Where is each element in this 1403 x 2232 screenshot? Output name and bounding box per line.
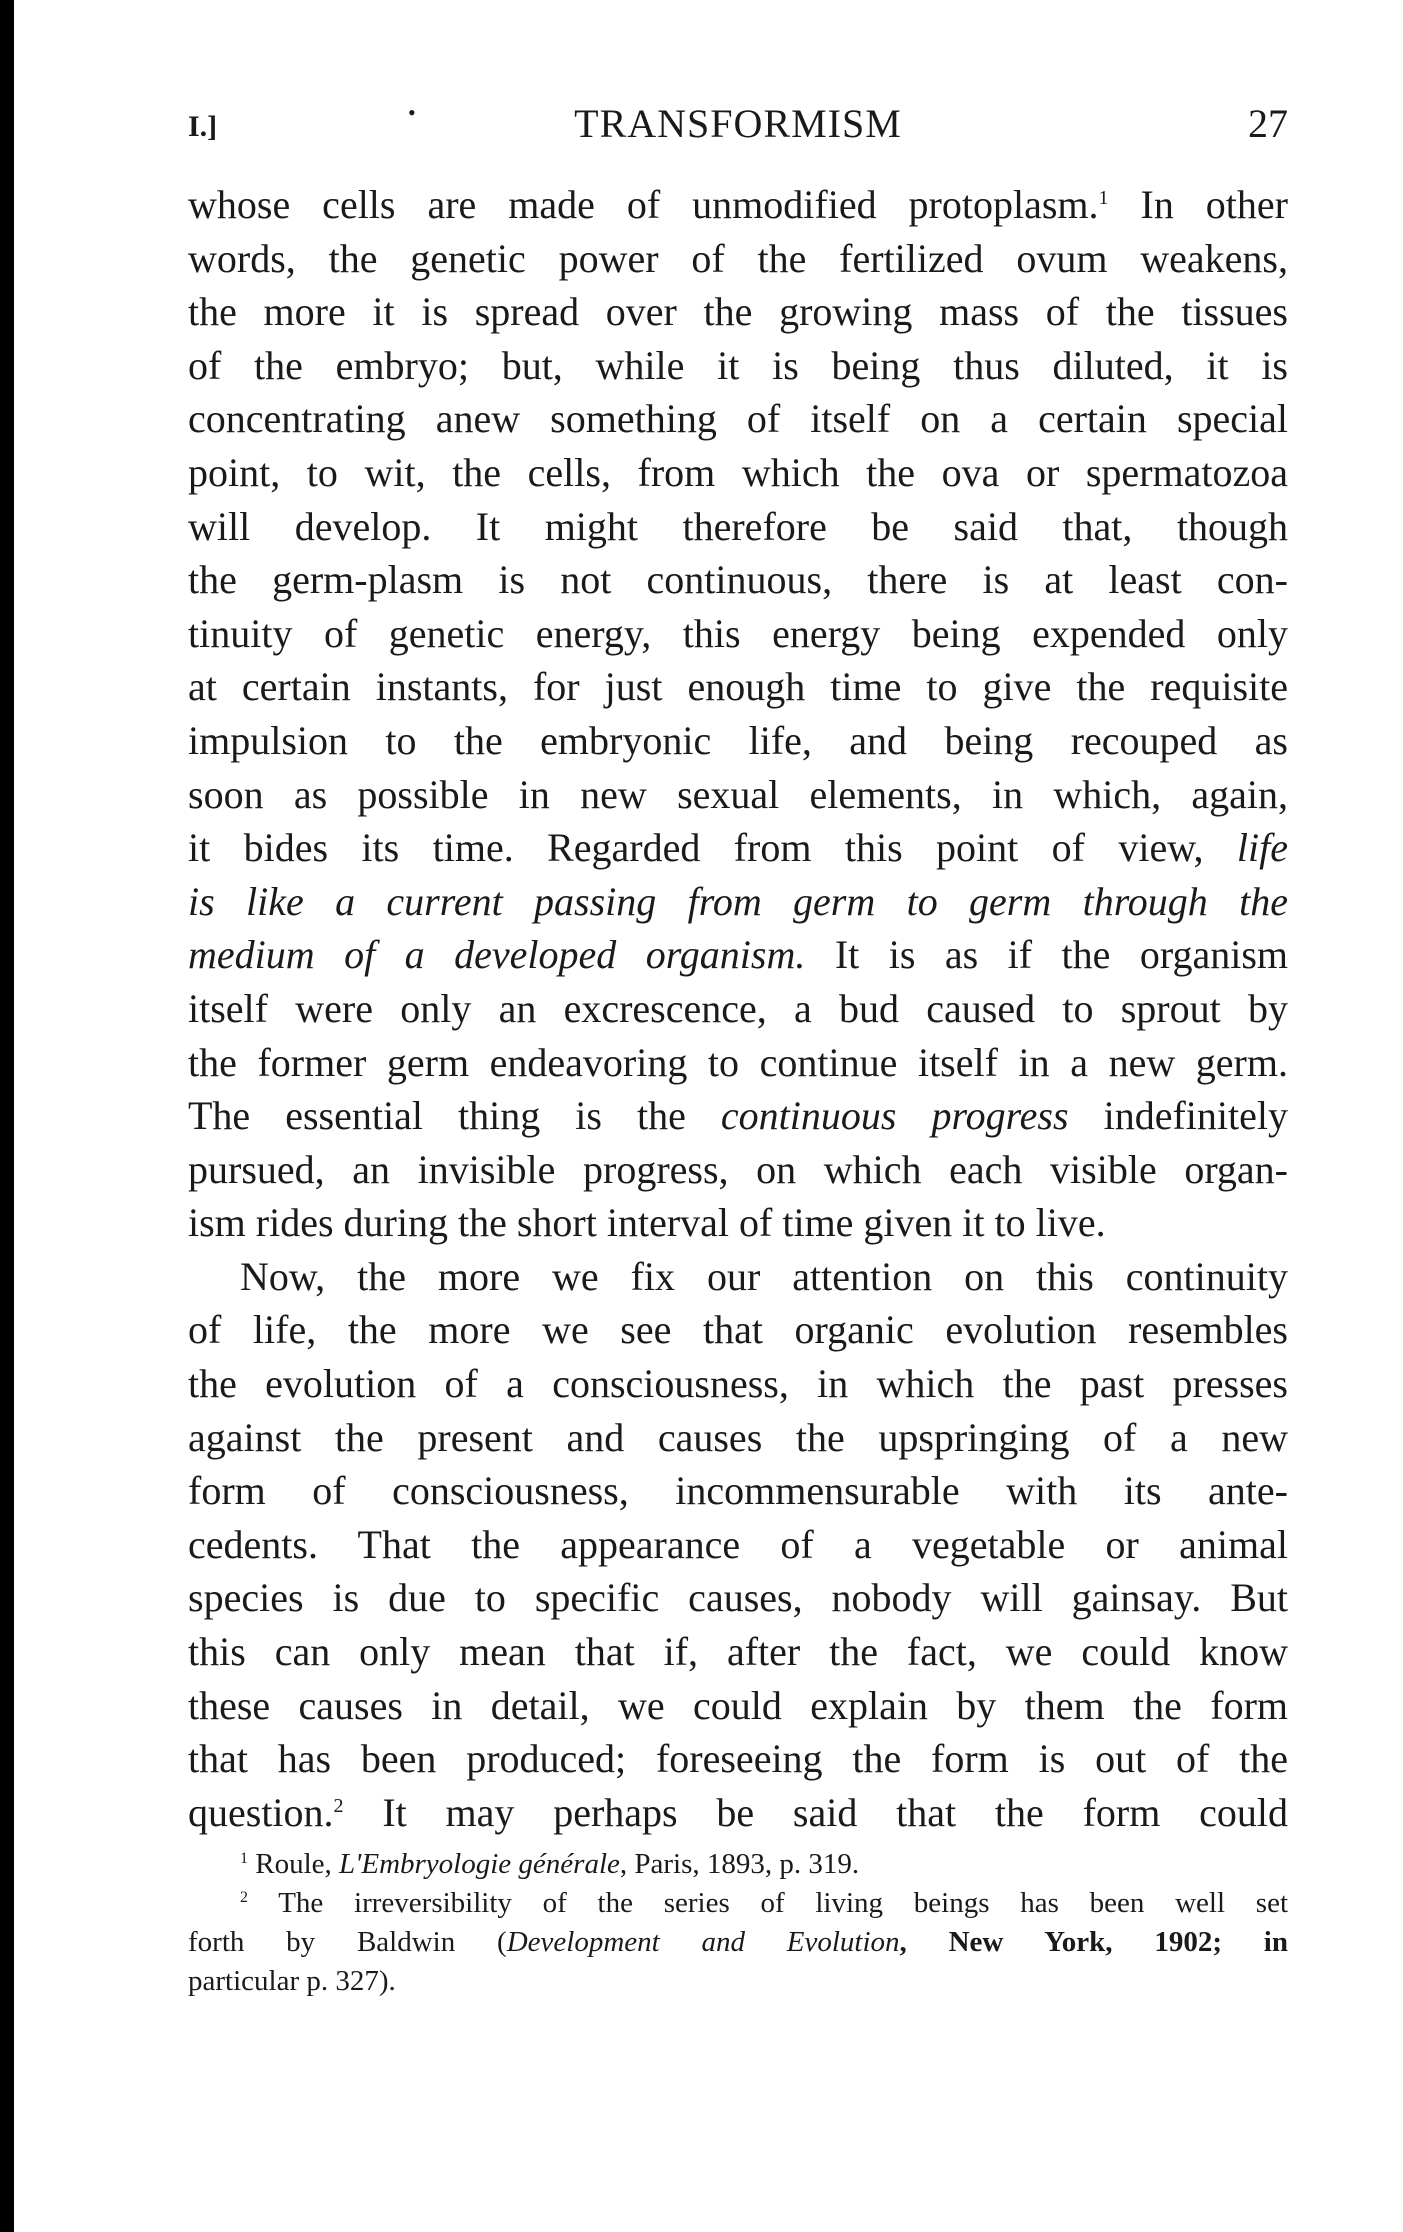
text-span: The essential thing is the xyxy=(188,1093,721,1139)
text-line xyxy=(188,1089,1288,1143)
text-line: Now, the more we fix our attention on this continuity xyxy=(240,1253,1288,1299)
text-line: of the embryo; but, while it is being thus diluted, it is xyxy=(188,342,1288,388)
text-span: it bides its time. Regarded from this point of view, xyxy=(188,825,1237,871)
italic-span: medium of a developed organism. xyxy=(188,932,806,978)
text-line: this can only mean that if, after the fact, we could know xyxy=(188,1629,1288,1675)
text-line xyxy=(188,1786,1288,1840)
text-line: itself were only an excrescence, a bud caused to sprout by xyxy=(188,985,1288,1031)
text-line: pursued, an invisible progress, on which each visible organ- xyxy=(188,1146,1288,1192)
italic-span: continuous progress xyxy=(720,1093,1069,1139)
body-text xyxy=(188,178,1288,1839)
text-line: form of consciousness, incommensurable with its ante- xyxy=(188,1468,1288,1514)
running-header xyxy=(188,100,1288,160)
italic-span: L'Embryologie générale xyxy=(339,1848,620,1881)
paragraph-1 xyxy=(188,178,1288,1250)
text-line: that has been produced; foreseeing the form is out of the xyxy=(188,1736,1288,1782)
text-line xyxy=(188,821,1288,875)
text-line: cedents. That the appearance of a vegetable or animal xyxy=(188,1521,1288,1567)
text-span: , Paris, 1893, p. 319. xyxy=(619,1848,860,1881)
text-line: of life, the more we see that organic evolution resembles xyxy=(188,1307,1288,1353)
text-line: the germ-plasm is not continuous, there is at least con- xyxy=(188,557,1288,603)
text-line: soon as possible in new sexual elements, in which, again, xyxy=(188,771,1288,817)
text-line: concentrating anew something of itself on a certain special xyxy=(188,396,1288,442)
scan-edge xyxy=(0,0,14,2232)
text-line xyxy=(188,928,1288,982)
italic-span: Development and Evolution xyxy=(506,1926,900,1959)
text-line: against the present and causes the upspringing of a new xyxy=(188,1414,1288,1460)
text-line xyxy=(188,875,1288,929)
text-line: tinuity of genetic energy, this energy being expended only xyxy=(188,610,1288,656)
text-span: indefinitely xyxy=(1068,1093,1288,1139)
text-line xyxy=(188,178,1288,232)
section-marker: I.] xyxy=(188,110,218,143)
text-line: point, to wit, the cells, from which the ova or spermatozoa xyxy=(188,449,1288,495)
text-span: In other xyxy=(1108,182,1288,227)
text-span: It is as if the organism xyxy=(805,932,1289,978)
footnote-mark: 1 xyxy=(240,1850,248,1868)
text-line: the more it is spread over the growing mass of the tissues xyxy=(188,289,1288,335)
italic-span: is like a current passing from germ to germ through the xyxy=(188,878,1288,924)
footnotes xyxy=(188,1845,1288,2001)
text-span: forth by Baldwin ( xyxy=(188,1926,507,1959)
text-line: particular p. 327). xyxy=(188,1965,396,1998)
text-line: at certain instants, for just enough time to give the requisite xyxy=(188,664,1288,710)
footnote-ref-1: 1 xyxy=(1098,187,1109,209)
text-line xyxy=(188,1923,1288,1962)
running-title: TRANSFORMISM xyxy=(574,101,902,146)
text-line: impulsion to the embryonic life, and being recouped as xyxy=(188,717,1288,763)
text-line: will develop. It might therefore be said that, though xyxy=(188,503,1288,549)
text-line: the former germ endeavoring to continue itself in a new germ. xyxy=(188,1039,1288,1085)
text-line: species is due to specific causes, nobody will gainsay. But xyxy=(188,1575,1288,1621)
text-span: whose cells are made of unmodified protoplasm. xyxy=(188,182,1099,227)
footnote-mark: 2 xyxy=(240,1889,248,1907)
text-line: the evolution of a consciousness, in which the past presses xyxy=(188,1361,1288,1407)
page-number: 27 xyxy=(1248,101,1288,146)
text-span: question. xyxy=(188,1789,334,1835)
text-line: ism rides during the short interval of time given it to live. xyxy=(188,1200,1106,1246)
text-span: , New York, 1902; in xyxy=(899,1926,1288,1959)
italic-span: life xyxy=(1236,825,1288,871)
text-span: It may perhaps be said that the form could xyxy=(343,1789,1288,1835)
header-dot-mark: • xyxy=(408,100,416,125)
text-span: The irreversibility of the series of living beings has been well set xyxy=(248,1887,1288,1920)
footnote-ref-2: 2 xyxy=(333,1794,344,1817)
footnote-2 xyxy=(188,1884,1288,2001)
book-page xyxy=(188,100,1288,2001)
text-line: these causes in detail, we could explain by them the form xyxy=(188,1682,1288,1728)
footnote-1 xyxy=(188,1845,1288,1884)
text-line xyxy=(188,1884,1288,1923)
text-line: words, the genetic power of the fertilized ovum weakens, xyxy=(188,235,1288,281)
paragraph-2 xyxy=(188,1250,1288,1840)
text-span: Roule, xyxy=(248,1848,340,1881)
